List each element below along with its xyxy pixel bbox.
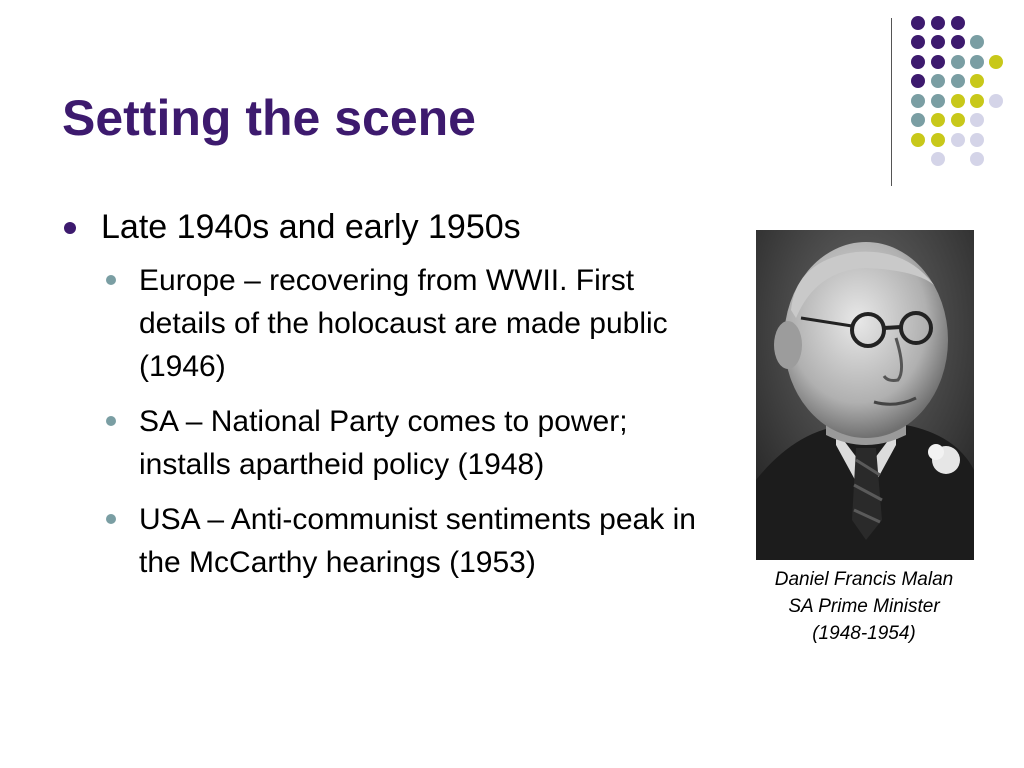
decorative-dot: [931, 74, 945, 88]
bullet-dot-icon: [106, 416, 116, 426]
decorative-dot: [951, 35, 965, 49]
sub-bullet-item: [62, 498, 722, 584]
slide-body: [62, 205, 722, 596]
caption-name: Daniel Francis Malan: [774, 569, 954, 590]
portrait-photo-illustration: [756, 230, 974, 560]
decorative-dot: [989, 55, 1003, 69]
decorative-dot: [951, 113, 965, 127]
caption-years: (1948-1954): [812, 623, 916, 644]
decorative-dot: [970, 55, 984, 69]
sub-bullet-item: [62, 259, 722, 388]
sub-bullet-text: Europe – recovering from WWII. First details of the holocaust are made public (1946): [139, 264, 668, 383]
bullet-dot-icon: [64, 222, 76, 234]
decorative-dot: [911, 55, 925, 69]
decorative-dot: [931, 152, 945, 166]
bullet-level1-text: Late 1940s and early 1950s: [101, 208, 521, 246]
sub-bullet-list: [62, 259, 722, 584]
decorative-dot: [989, 94, 1003, 108]
decorative-dot: [970, 35, 984, 49]
decorative-dot: [911, 16, 925, 30]
decorative-dot-grid: [0, 0, 1024, 200]
decorative-dot: [951, 16, 965, 30]
decorative-dot: [911, 133, 925, 147]
portrait-photo: [756, 230, 974, 560]
decorative-dot: [951, 133, 965, 147]
decorative-dot: [951, 74, 965, 88]
sub-bullet-text: SA – National Party comes to power; installs apartheid policy (1948): [139, 405, 628, 481]
decorative-dot: [970, 113, 984, 127]
photo-caption: [740, 566, 988, 647]
decorative-dot: [931, 35, 945, 49]
bullet-level1: [62, 205, 722, 249]
decorative-dot: [911, 94, 925, 108]
decorative-dot: [931, 94, 945, 108]
bullet-dot-icon: [106, 514, 116, 524]
decorative-dot: [970, 74, 984, 88]
decorative-dot: [970, 152, 984, 166]
decorative-dot: [911, 74, 925, 88]
decorative-dot: [931, 113, 945, 127]
slide-title: Setting the scene: [62, 90, 476, 146]
sub-bullet-item: [62, 400, 722, 486]
decorative-dot: [951, 94, 965, 108]
decorative-dot: [911, 35, 925, 49]
decorative-dot: [911, 113, 925, 127]
decorative-dot: [931, 55, 945, 69]
sub-bullet-text: USA – Anti-communist sentiments peak in the McCarthy hearings (1953): [139, 503, 696, 579]
bullet-dot-icon: [106, 275, 116, 285]
decorative-dot: [951, 55, 965, 69]
decorative-dot: [931, 16, 945, 30]
decorative-dot: [931, 133, 945, 147]
decorative-dot: [970, 133, 984, 147]
decorative-dot: [970, 94, 984, 108]
caption-role: SA Prime Minister: [788, 596, 940, 617]
